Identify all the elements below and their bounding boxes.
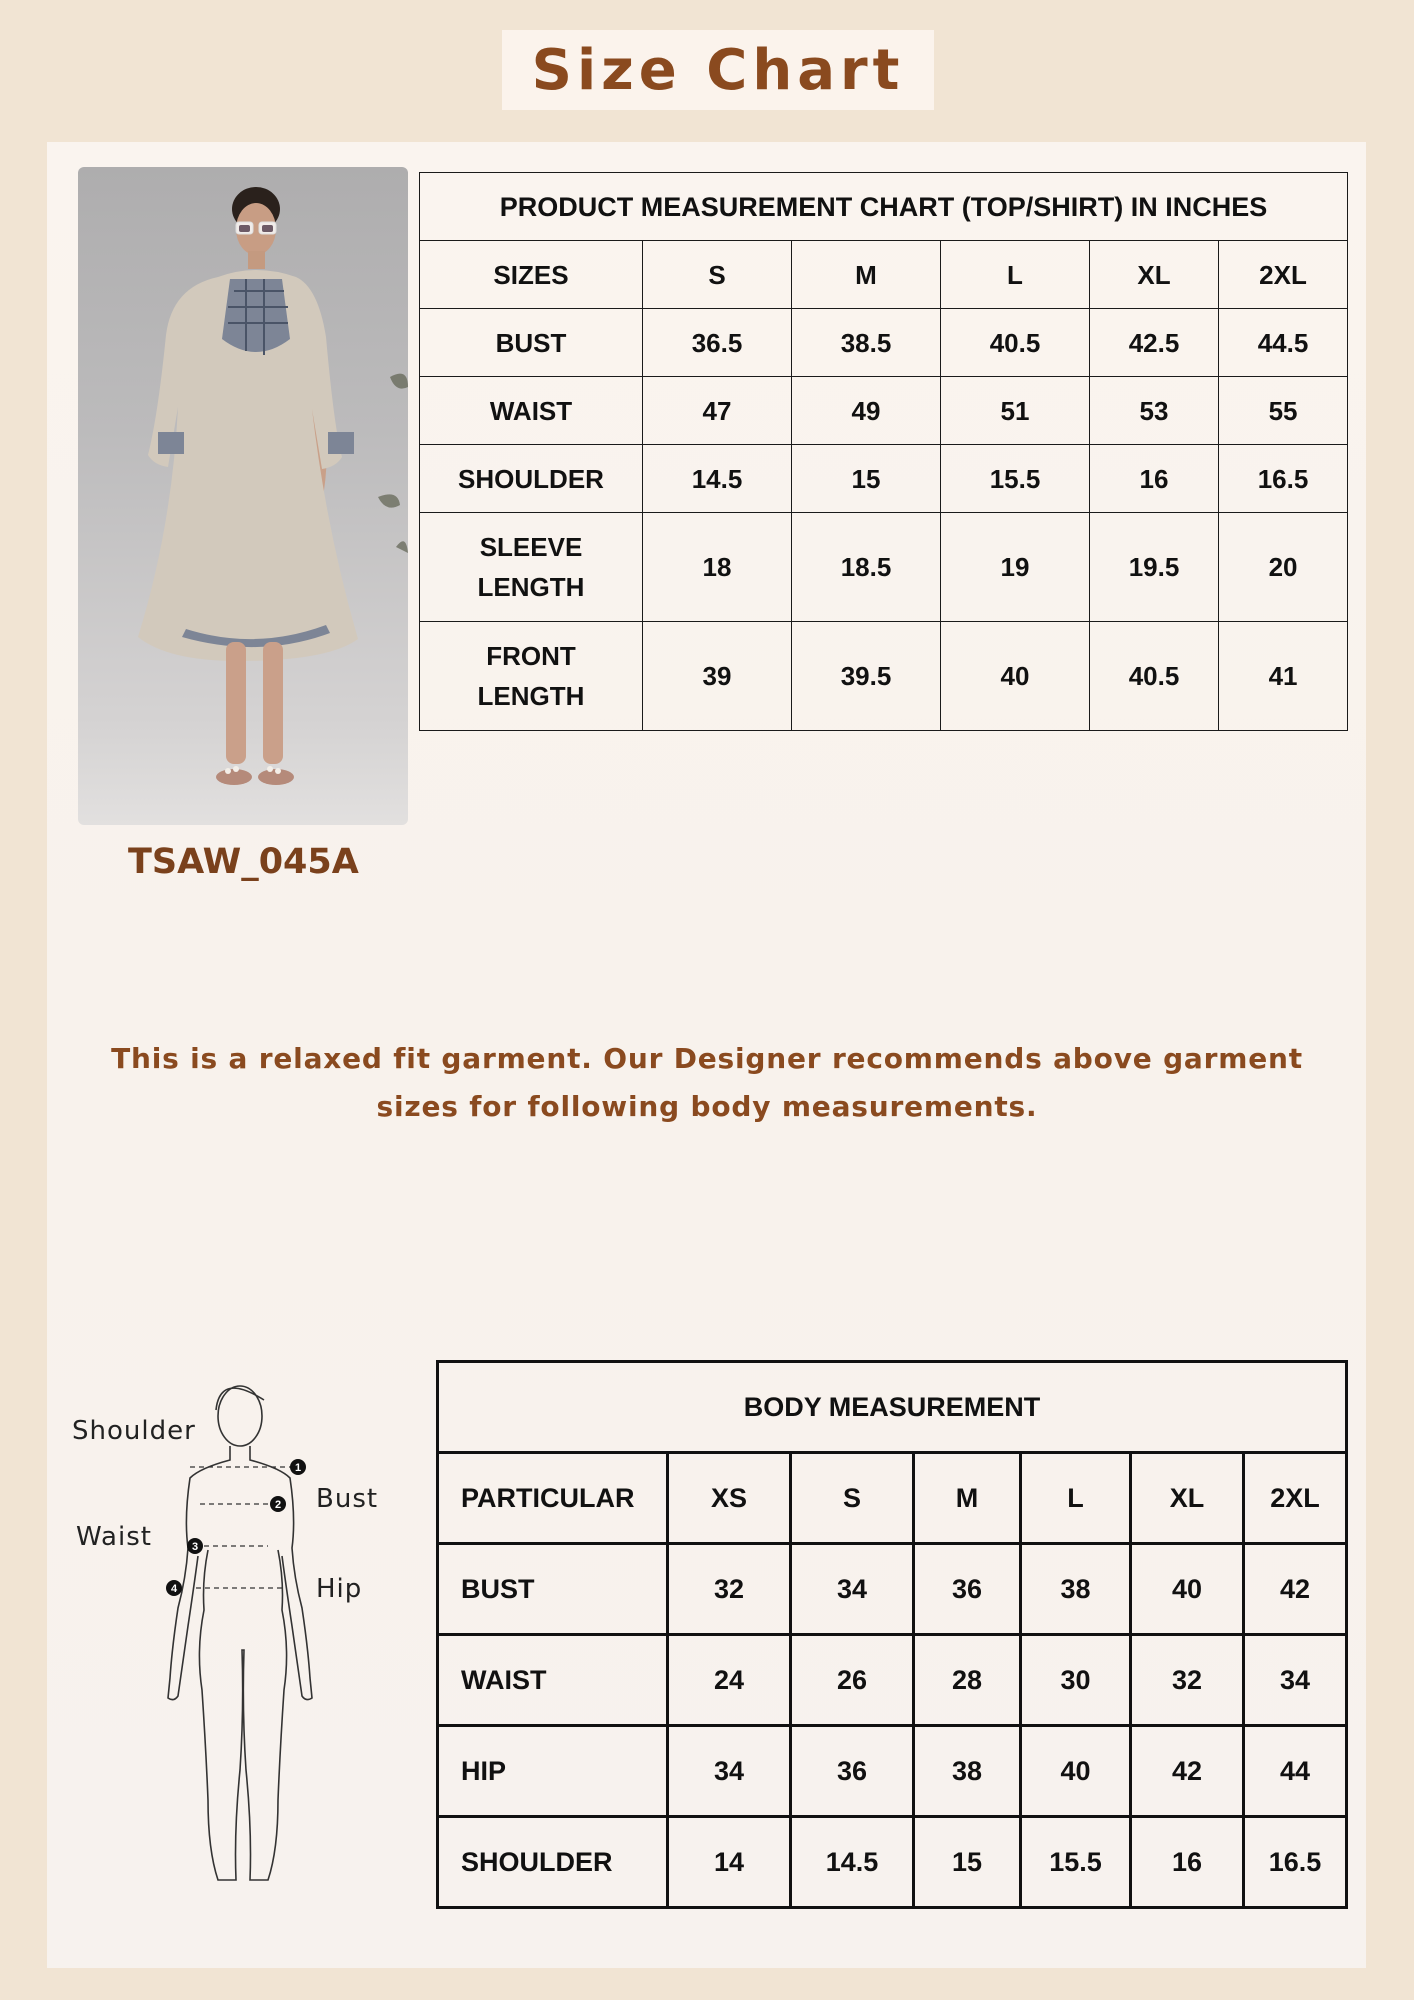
table-cell: 44.5 <box>1219 309 1348 377</box>
title-banner <box>502 30 934 110</box>
table-cell: 26 <box>791 1635 914 1726</box>
table-cell: 39 <box>643 622 792 731</box>
table-cell: 40 <box>1021 1726 1131 1817</box>
header-cell: SIZES <box>420 241 643 309</box>
table-cell: 14 <box>668 1817 791 1908</box>
table-row <box>438 1635 1347 1726</box>
table-cell: 42 <box>1244 1544 1347 1635</box>
header-cell: 2XL <box>1219 241 1348 309</box>
header-cell: XS <box>668 1453 791 1544</box>
row-label: WAIST <box>420 377 643 445</box>
table-cell: 14.5 <box>643 445 792 513</box>
table-cell: 51 <box>941 377 1090 445</box>
table-cell: 32 <box>668 1544 791 1635</box>
table-cell: 40.5 <box>941 309 1090 377</box>
body-measurement-table <box>436 1360 1348 1909</box>
table-cell: 28 <box>914 1635 1021 1726</box>
table-cell: 34 <box>1244 1635 1347 1726</box>
page-title: Size Chart <box>531 37 905 103</box>
table-cell: 44 <box>1244 1726 1347 1817</box>
label-shoulder: Shoulder <box>72 1416 196 1446</box>
marker-1: 1 <box>294 1462 302 1474</box>
table-cell: 38.5 <box>792 309 941 377</box>
table-cell: 16.5 <box>1244 1817 1347 1908</box>
header-cell: L <box>941 241 1090 309</box>
table-row <box>420 445 1348 513</box>
row-label: BUST <box>420 309 643 377</box>
label-hip: Hip <box>316 1574 363 1604</box>
table-cell: 24 <box>668 1635 791 1726</box>
table-cell: 36 <box>914 1544 1021 1635</box>
table-cell: 38 <box>914 1726 1021 1817</box>
table-cell: 14.5 <box>791 1817 914 1908</box>
row-label: BUST <box>438 1544 668 1635</box>
table-cell: 34 <box>791 1544 914 1635</box>
table-cell: 16 <box>1131 1817 1244 1908</box>
table-cell: 16.5 <box>1219 445 1348 513</box>
table-cell: 47 <box>643 377 792 445</box>
table-cell: 36 <box>791 1726 914 1817</box>
product-code: TSAW_045A <box>128 842 359 882</box>
product-table-header-row <box>420 241 1348 309</box>
table-cell: 30 <box>1021 1635 1131 1726</box>
header-cell: PARTICULAR <box>438 1453 668 1544</box>
table-cell: 38 <box>1021 1544 1131 1635</box>
table-cell: 41 <box>1219 622 1348 731</box>
table-cell: 16 <box>1090 445 1219 513</box>
marker-4: 4 <box>170 1583 178 1595</box>
table-cell: 40 <box>941 622 1090 731</box>
table-cell: 49 <box>792 377 941 445</box>
table-cell: 19.5 <box>1090 513 1219 622</box>
table-cell: 39.5 <box>792 622 941 731</box>
table-cell: 18 <box>643 513 792 622</box>
table-cell: 15 <box>792 445 941 513</box>
header-cell: M <box>914 1453 1021 1544</box>
table-cell: 18.5 <box>792 513 941 622</box>
table-row <box>420 622 1348 731</box>
row-label: HIP <box>438 1726 668 1817</box>
table-cell: 20 <box>1219 513 1348 622</box>
table-row <box>438 1817 1347 1908</box>
header-cell: L <box>1021 1453 1131 1544</box>
label-waist: Waist <box>76 1522 152 1552</box>
table-cell: 15 <box>914 1817 1021 1908</box>
product-photo <box>78 167 408 825</box>
table-cell: 53 <box>1090 377 1219 445</box>
table-row <box>438 1544 1347 1635</box>
header-cell: S <box>791 1453 914 1544</box>
header-cell: 2XL <box>1244 1453 1347 1544</box>
label-bust: Bust <box>316 1484 379 1514</box>
body-measurement-figure <box>60 1360 400 1920</box>
table-cell: 40.5 <box>1090 622 1219 731</box>
table-cell: 42.5 <box>1090 309 1219 377</box>
row-label: SHOULDER <box>438 1817 668 1908</box>
table-cell: 15.5 <box>941 445 1090 513</box>
row-label: SHOULDER <box>420 445 643 513</box>
body-table-title: BODY MEASUREMENT <box>438 1362 1347 1453</box>
header-cell: M <box>792 241 941 309</box>
table-cell: 36.5 <box>643 309 792 377</box>
product-measurement-table <box>419 172 1348 731</box>
row-label: FRONT LENGTH <box>420 622 643 731</box>
marker-2: 2 <box>274 1499 282 1511</box>
table-cell: 40 <box>1131 1544 1244 1635</box>
table-cell: 32 <box>1131 1635 1244 1726</box>
marker-3: 3 <box>191 1541 199 1553</box>
table-row <box>420 513 1348 622</box>
table-row <box>420 309 1348 377</box>
fit-note: This is a relaxed fit garment. Our Designer recommends above garment sizes for following body measurements. <box>111 1042 1303 1123</box>
body-table-header-row <box>438 1453 1347 1544</box>
header-cell: S <box>643 241 792 309</box>
table-cell: 34 <box>668 1726 791 1817</box>
header-cell: XL <box>1131 1453 1244 1544</box>
table-row <box>438 1726 1347 1817</box>
table-cell: 15.5 <box>1021 1817 1131 1908</box>
row-label: SLEEVE LENGTH <box>420 513 643 622</box>
model-illustration <box>78 167 408 825</box>
table-cell: 55 <box>1219 377 1348 445</box>
header-cell: XL <box>1090 241 1219 309</box>
table-row <box>420 377 1348 445</box>
table-cell: 19 <box>941 513 1090 622</box>
product-table-title: PRODUCT MEASUREMENT CHART (TOP/SHIRT) IN INCHES <box>420 173 1348 241</box>
table-cell: 42 <box>1131 1726 1244 1817</box>
row-label: WAIST <box>438 1635 668 1726</box>
